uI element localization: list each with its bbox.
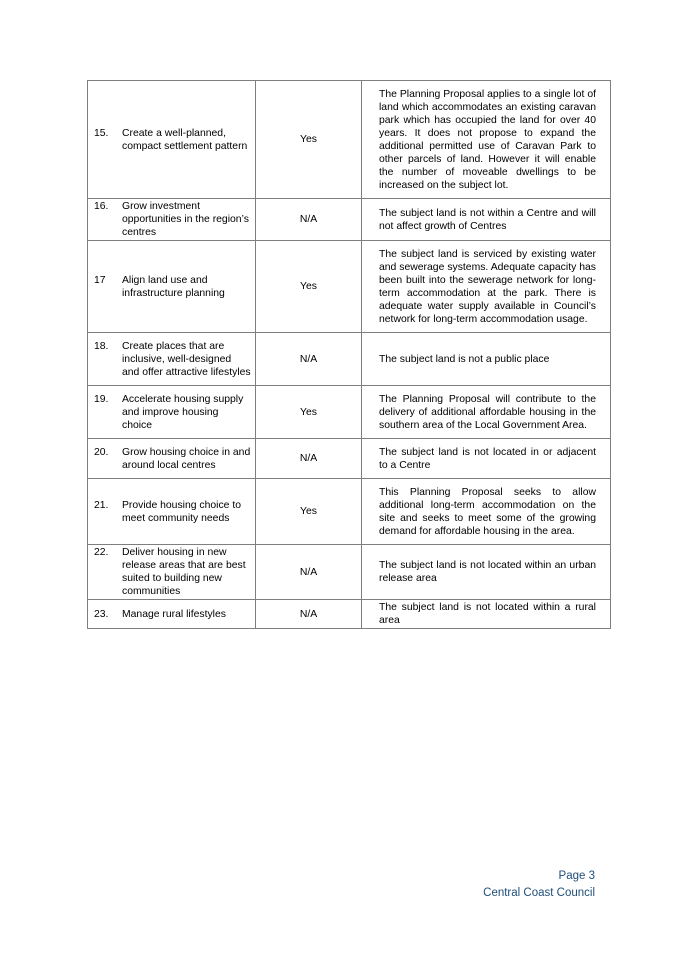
table-row (88, 81, 611, 199)
table-row (88, 439, 611, 479)
page-number: Page 3 (558, 870, 595, 882)
comment-text: The Planning Proposal will contribute to the delivery of additional affordable housing in the southern area of the Local Government Area. (362, 386, 611, 439)
table-row (88, 386, 611, 439)
consistency-value: Yes (256, 241, 362, 333)
table-row (88, 600, 611, 629)
direction-text: Deliver housing in new release areas that are best suited to building new communities (122, 547, 246, 597)
consistency-value: N/A (256, 600, 362, 629)
comment-text: This Planning Proposal seeks to allow additional long-term accommodation on the site and seeks to meet some of the growing demand for affordable housing in the area. (362, 479, 611, 545)
direction-number: 15. (94, 127, 109, 139)
direction-number: 20. (94, 446, 109, 458)
table-row (88, 545, 611, 600)
direction-cell (88, 600, 256, 629)
direction-number: 18. (94, 340, 109, 352)
table-row (88, 241, 611, 333)
direction-text: Manage rural lifestyles (122, 608, 226, 620)
direction-text: Accelerate housing supply and improve housing choice (122, 393, 244, 431)
comment-text: The Planning Proposal applies to a single lot of land which accommodates an existing caravan park which has occupied the land for over 40 years. It does not propose to expand the additional permitted use of Caravan Park to other parcels of land. However it will enable the number of moveable dwellings to be increased on the subject lot. (362, 81, 611, 199)
consistency-value: N/A (256, 333, 362, 386)
organisation-name: Central Coast Council (483, 887, 595, 899)
direction-number: 22. (94, 547, 109, 558)
direction-number: 17 (94, 274, 106, 286)
direction-number: 16. (94, 201, 109, 212)
consistency-value: Yes (256, 479, 362, 545)
consistency-value: N/A (256, 199, 362, 241)
direction-cell (88, 386, 256, 439)
comment-text: The subject land is serviced by existing water and sewerage systems. Adequate capacity has been built into the sewerage network for long-term accommodation at the park. There is adequate water supply available in Council’s network for long-term accommodation usage. (362, 241, 611, 333)
direction-text: Provide housing choice to meet community needs (122, 499, 241, 524)
comment-text: The subject land is not located within an urban release area (362, 545, 611, 600)
direction-text: Align land use and infrastructure planning (122, 274, 225, 299)
consistency-value: N/A (256, 439, 362, 479)
direction-number: 23. (94, 608, 109, 620)
direction-text: Create a well-planned, compact settlement pattern (122, 127, 248, 152)
direction-text: Create places that are inclusive, well-designed and offer attractive lifestyles (122, 340, 251, 378)
direction-text: Grow housing choice in and around local centres (122, 446, 251, 471)
consistency-value: N/A (256, 545, 362, 600)
direction-cell (88, 333, 256, 386)
table-row (88, 479, 611, 545)
direction-cell (88, 241, 256, 333)
direction-cell (88, 439, 256, 479)
comment-text: The subject land is not located in or adjacent to a Centre (362, 439, 611, 479)
direction-cell (88, 479, 256, 545)
consistency-table (87, 80, 611, 629)
direction-cell (88, 81, 256, 199)
direction-cell (88, 199, 256, 241)
direction-cell (88, 545, 256, 600)
direction-text: Grow investment opportunities in the region’s centres (122, 201, 249, 238)
table-row (88, 333, 611, 386)
consistency-value: Yes (256, 386, 362, 439)
comment-text: The subject land is not located within a rural area (362, 600, 611, 629)
direction-number: 19. (94, 393, 109, 405)
comment-text: The subject land is not within a Centre and will not affect growth of Centres (362, 199, 611, 241)
consistency-value: Yes (256, 81, 362, 199)
comment-text: The subject land is not a public place (362, 333, 611, 386)
table-row (88, 199, 611, 241)
direction-number: 21. (94, 499, 109, 511)
